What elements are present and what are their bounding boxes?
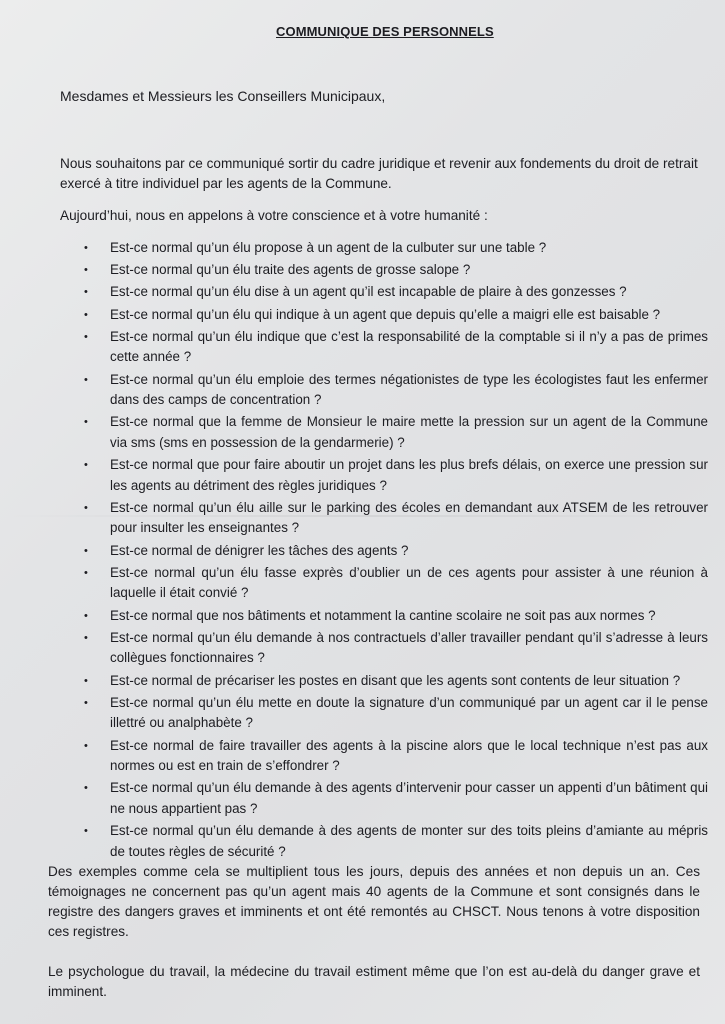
list-item (84, 238, 708, 259)
bullet-icon: • (84, 544, 88, 557)
list-item (84, 606, 708, 627)
question-text: Est-ce normal de faire travailler des agents à la piscine alors que le local technique n’est pas aux normes ou est en train de s’effondrer ? (110, 737, 708, 774)
question-text: Est-ce normal qu’un élu demande à des agents d’intervenir pour casser un appenti d’un bâtiment qui ne nous appartient pas ? (110, 780, 708, 816)
appeal-paragraph: Aujourd’hui, nous en appelons à votre conscience et à votre humanité : (60, 208, 488, 223)
question-text: Est-ce normal de dénigrer les tâches des agents ? (110, 542, 409, 558)
bullet-icon: • (84, 609, 88, 622)
question-text: Est-ce normal de précariser les postes en disant que les agents sont contents de leur situation ? (110, 672, 681, 688)
bullet-icon: • (84, 631, 88, 644)
question-text: Est-ce normal que la femme de Monsieur le maire mette la pression sur un agent de la Commune via sms (sms en possession de la gendarmerie) ? (110, 414, 708, 450)
bullet-icon: • (84, 308, 88, 321)
bullet-icon: • (84, 696, 88, 709)
question-text: Est-ce normal qu’un élu demande à nos contractuels d’aller travailler pendant qu’il s’adresse à leurs collègues fonctionnaires ? (110, 629, 708, 666)
bullet-icon: • (84, 373, 88, 386)
list-item (84, 821, 708, 862)
list-item (84, 260, 708, 281)
list-item (84, 498, 708, 539)
question-text: Est-ce normal qu’un élu emploie des termes négationistes de type les écologistes faut les enfermer dans des camps de concentration ? (110, 371, 708, 408)
bullet-icon: • (84, 739, 88, 752)
list-item (84, 370, 708, 411)
list-item (84, 455, 708, 496)
question-text: Est-ce normal qu’un élu demande à des agents de monter sur des toits pleins d’amiante au mépris de toutes règles de sécurité ? (110, 823, 708, 859)
list-item (84, 327, 708, 368)
list-item (84, 736, 708, 777)
list-item (84, 693, 708, 734)
bullet-icon: • (84, 501, 88, 514)
bullet-icon: • (84, 825, 88, 838)
list-item (84, 671, 708, 692)
list-item (84, 412, 708, 453)
bullet-icon: • (84, 264, 88, 277)
question-text: Est-ce normal qu’un élu fasse exprès d’oublier un de ces agents pour assister à une réunion à laquelle il était convié ? (110, 564, 708, 601)
bullet-icon: • (84, 330, 88, 343)
question-text: Est-ce normal qu’un élu qui indique à un agent que depuis qu’elle a maigri elle est baisable ? (110, 306, 661, 322)
question-text: Est-ce normal qu’un élu traite des agents de grosse salope ? (110, 262, 471, 278)
closing-paragraph-1: Des exemples comme cela se multiplient tous les jours, depuis des années et non depuis un an. Ces témoignages ne concernent pas qu’un agent mais 40 agents de la Commune et sont consignés dans le registre des dangers graves et imminents et ont été remontés au CHSCT. Nous tenons à votre disposition ces registres. (48, 864, 700, 939)
question-text: Est-ce normal qu’un élu aille sur le parking des écoles en demandant aux ATSEM de les retrouver pour insulter les enseignantes ? (110, 499, 708, 536)
bullet-icon: • (84, 416, 88, 429)
questions-list (84, 238, 708, 864)
bullet-icon: • (84, 566, 88, 579)
question-text: Est-ce normal que pour faire aboutir un projet dans les plus brefs délais, on exerce une pression sur les agents au détriment des règles juridiques ? (110, 457, 708, 493)
bullet-icon: • (84, 286, 88, 299)
question-text: Est-ce normal qu’un élu mette en doute la signature d’un communiqué par un agent car il le pense illettré ou analphabète ? (110, 694, 708, 731)
document-title: COMMUNIQUE DES PERSONNELS (276, 24, 494, 39)
closing-paragraph-2: Le psychologue du travail, la médecine du travail estiment même que l’on est au-delà du danger grave et imminent. (48, 964, 700, 999)
list-item (84, 305, 708, 326)
question-text: Est-ce normal qu’un élu dise à un agent qu’il est incapable de plaire à des gonzesses ? (110, 284, 627, 300)
list-item (84, 628, 708, 669)
intro-paragraph: Nous souhaitons par ce communiqué sortir du cadre juridique et revenir aux fondements du droit de retrait exercé à titre individuel par les agents de la Commune. (60, 156, 698, 191)
bullet-icon: • (84, 674, 88, 687)
question-text: Est-ce normal que nos bâtiments et notamment la cantine scolaire ne soit pas aux normes ? (110, 607, 656, 623)
question-text: Est-ce normal qu’un élu indique que c’est la responsabilité de la comptable si il n’y a pas de primes cette année ? (110, 328, 708, 365)
list-item (84, 282, 708, 303)
question-text: Est-ce normal qu’un élu propose à un agent de la culbuter sur une table ? (110, 240, 547, 255)
list-item (84, 563, 708, 604)
list-item (84, 541, 708, 562)
salutation: Mesdames et Messieurs les Conseillers Municipaux, (60, 88, 386, 104)
bullet-icon: • (84, 782, 88, 795)
bullet-icon: • (84, 459, 88, 472)
list-item (84, 778, 708, 819)
bullet-icon: • (84, 242, 88, 254)
